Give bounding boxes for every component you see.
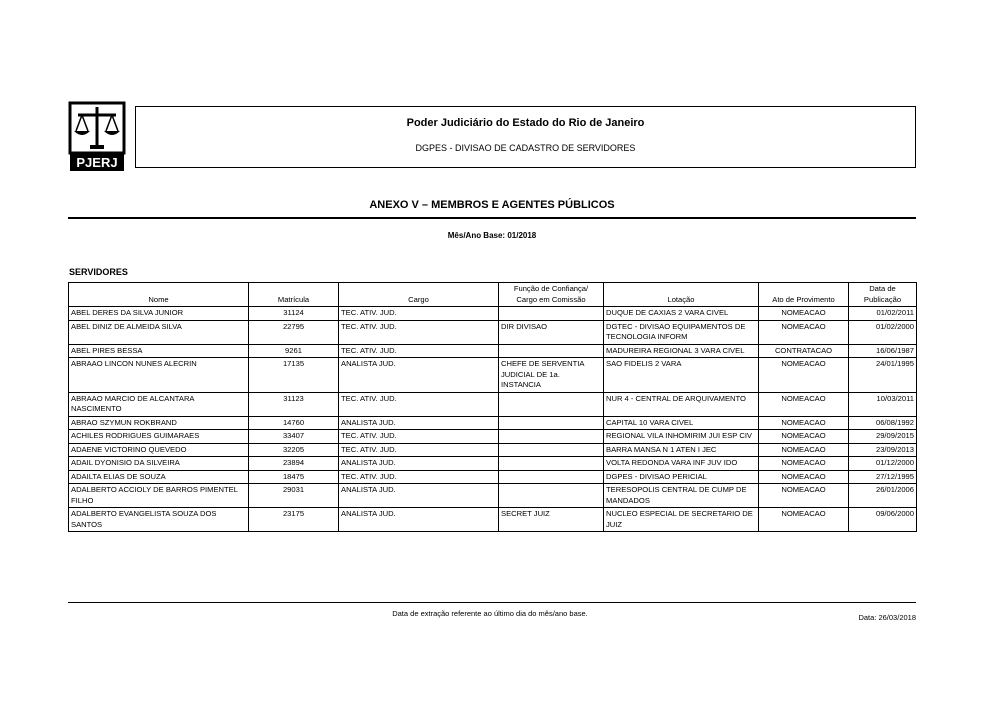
cell-ato: NOMEACAO <box>759 392 849 416</box>
table-row <box>69 430 917 444</box>
cell-ato: NOMEACAO <box>759 358 849 393</box>
cell-data: 29/09/2015 <box>849 430 917 444</box>
cell-lotacao: DGTEC - DIVISAO EQUIPAMENTOS DE TECNOLOGIA INFORM <box>604 320 759 344</box>
organization-name: Poder Judiciário do Estado do Rio de Janeiro <box>406 117 645 129</box>
cell-cargo: TEC. ATIV. JUD. <box>339 392 499 416</box>
cell-nome: ABRAAO LINCON NUNES ALECRIN <box>69 358 249 393</box>
cell-nome: ADAILTA ELIAS DE SOUZA <box>69 470 249 484</box>
header-box <box>135 106 916 168</box>
cell-data: 27/12/1995 <box>849 470 917 484</box>
cell-ato: NOMEACAO <box>759 416 849 430</box>
cell-nome: ABRAO SZYMUN ROKBRAND <box>69 416 249 430</box>
cell-data: 06/08/1992 <box>849 416 917 430</box>
cell-matricula: 32205 <box>249 443 339 457</box>
cell-data: 23/09/2013 <box>849 443 917 457</box>
cell-ato: NOMEACAO <box>759 443 849 457</box>
cell-cargo: ANALISTA JUD. <box>339 358 499 393</box>
cell-funcao <box>499 443 604 457</box>
cell-cargo: TEC. ATIV. JUD. <box>339 307 499 321</box>
cell-matricula: 23175 <box>249 508 339 532</box>
servers-table <box>68 282 917 532</box>
cell-cargo: TEC. ATIV. JUD. <box>339 320 499 344</box>
cell-nome: ADALBERTO EVANGELISTA SOUZA DOS SANTOS <box>69 508 249 532</box>
col-data-line1: Data de <box>869 284 896 293</box>
col-matricula: Matrícula <box>249 283 339 307</box>
col-data <box>849 283 917 307</box>
cell-funcao <box>499 344 604 358</box>
col-funcao-line1: Função de Confiança/ <box>513 284 589 293</box>
cell-lotacao: TERESOPOLIS CENTRAL DE CUMP DE MANDADOS <box>604 484 759 508</box>
cell-data: 26/01/2006 <box>849 484 917 508</box>
cell-lotacao: VOLTA REDONDA VARA INF JUV IDO <box>604 457 759 471</box>
scales-of-justice-icon <box>68 101 126 173</box>
cell-lotacao: BARRA MANSA N 1 ATEN I JEC <box>604 443 759 457</box>
cell-cargo: ANALISTA JUD. <box>339 416 499 430</box>
cell-lotacao: DUQUE DE CAXIAS 2 VARA CIVEL <box>604 307 759 321</box>
cell-ato: NOMEACAO <box>759 320 849 344</box>
cell-nome: ADAIL DYONISIO DA SILVEIRA <box>69 457 249 471</box>
cell-ato: NOMEACAO <box>759 508 849 532</box>
cell-cargo: ANALISTA JUD. <box>339 508 499 532</box>
table-row <box>69 358 917 393</box>
table-row <box>69 307 917 321</box>
section-title: SERVIDORES <box>69 267 128 277</box>
cell-nome: ABRAAO MARCIO DE ALCANTARA NASCIMENTO <box>69 392 249 416</box>
col-nome: Nome <box>69 283 249 307</box>
department-name: DGPES - DIVISAO DE CADASTRO DE SERVIDORES <box>415 143 636 153</box>
annex-title: ANEXO V – MEMBROS E AGENTES PÚBLICOS <box>369 199 615 211</box>
cell-data: 16/06/1987 <box>849 344 917 358</box>
cell-funcao <box>499 470 604 484</box>
cell-matricula: 22795 <box>249 320 339 344</box>
cell-funcao <box>499 484 604 508</box>
table-header-row <box>69 283 917 307</box>
cell-lotacao: NUR 4 - CENTRAL DE ARQUIVAMENTO <box>604 392 759 416</box>
cell-data: 01/02/2011 <box>849 307 917 321</box>
cell-data: 01/12/2000 <box>849 457 917 471</box>
cell-ato: NOMEACAO <box>759 457 849 471</box>
cell-ato: NOMEACAO <box>759 307 849 321</box>
cell-nome: ABEL DINIZ DE ALMEIDA SILVA <box>69 320 249 344</box>
cell-nome: ABEL PIRES BESSA <box>69 344 249 358</box>
cell-nome: ADAENE VICTORINO QUEVEDO <box>69 443 249 457</box>
col-ato: Ato de Provimento <box>759 283 849 307</box>
cell-funcao <box>499 457 604 471</box>
cell-matricula: 18475 <box>249 470 339 484</box>
cell-funcao: DIR DIVISAO <box>499 320 604 344</box>
cell-nome: ABEL DERES DA SILVA JUNIOR <box>69 307 249 321</box>
extraction-date: Data: 26/03/2018 <box>858 613 916 622</box>
cell-matricula: 23894 <box>249 457 339 471</box>
table-row <box>69 508 917 532</box>
cell-cargo: ANALISTA JUD. <box>339 457 499 471</box>
footer-note: Data de extração referente ao último dia do mês/ano base. <box>392 609 588 618</box>
cell-nome: ACHILES RODRIGUES GUIMARAES <box>69 430 249 444</box>
cell-cargo: TEC. ATIV. JUD. <box>339 443 499 457</box>
table-row <box>69 457 917 471</box>
cell-lotacao: NUCLEO ESPECIAL DE SECRETARIO DE JUIZ <box>604 508 759 532</box>
cell-lotacao: DGPES - DIVISAO PERICIAL <box>604 470 759 484</box>
table-row <box>69 470 917 484</box>
cell-funcao <box>499 416 604 430</box>
cell-matricula: 17135 <box>249 358 339 393</box>
cell-data: 01/02/2000 <box>849 320 917 344</box>
logo-text: PJERJ <box>76 155 118 170</box>
cell-lotacao: MADUREIRA REGIONAL 3 VARA CIVEL <box>604 344 759 358</box>
cell-funcao <box>499 307 604 321</box>
col-lotacao: Lotação <box>604 283 759 307</box>
cell-cargo: TEC. ATIV. JUD. <box>339 470 499 484</box>
cell-nome: ADALBERTO ACCIOLY DE BARROS PIMENTEL FILHO <box>69 484 249 508</box>
cell-cargo: ANALISTA JUD. <box>339 484 499 508</box>
col-data-line2: Publicação <box>863 294 902 304</box>
cell-funcao <box>499 430 604 444</box>
cell-ato: NOMEACAO <box>759 484 849 508</box>
cell-funcao: CHEFE DE SERVENTIA JUDICIAL DE 1a. INSTANCIA <box>499 358 604 393</box>
cell-ato: NOMEACAO <box>759 470 849 484</box>
cell-ato: NOMEACAO <box>759 430 849 444</box>
cell-lotacao: CAPITAL 10 VARA CIVEL <box>604 416 759 430</box>
cell-lotacao: SAO FIDELIS 2 VARA <box>604 358 759 393</box>
cell-matricula: 31124 <box>249 307 339 321</box>
cell-funcao <box>499 392 604 416</box>
title-divider <box>68 217 916 219</box>
col-funcao-line2: Cargo em Comissão <box>516 294 586 304</box>
table-row <box>69 484 917 508</box>
cell-matricula: 31123 <box>249 392 339 416</box>
cell-cargo: TEC. ATIV. JUD. <box>339 430 499 444</box>
base-period: Mês/Ano Base: 01/2018 <box>447 231 537 240</box>
cell-matricula: 9261 <box>249 344 339 358</box>
cell-data: 10/03/2011 <box>849 392 917 416</box>
cell-matricula: 14760 <box>249 416 339 430</box>
table-row <box>69 320 917 344</box>
cell-ato: CONTRATACAO <box>759 344 849 358</box>
cell-matricula: 33407 <box>249 430 339 444</box>
col-cargo: Cargo <box>339 283 499 307</box>
table-row <box>69 443 917 457</box>
cell-cargo: TEC. ATIV. JUD. <box>339 344 499 358</box>
cell-data: 24/01/1995 <box>849 358 917 393</box>
cell-lotacao: REGIONAL VILA INHOMIRIM JUI ESP CIV <box>604 430 759 444</box>
pjerj-logo <box>68 101 126 173</box>
col-funcao <box>499 283 604 307</box>
cell-data: 09/06/2000 <box>849 508 917 532</box>
table-row <box>69 344 917 358</box>
footer-divider <box>68 602 916 603</box>
table-row <box>69 416 917 430</box>
cell-matricula: 29031 <box>249 484 339 508</box>
cell-funcao: SECRET JUIZ <box>499 508 604 532</box>
table-row <box>69 392 917 416</box>
